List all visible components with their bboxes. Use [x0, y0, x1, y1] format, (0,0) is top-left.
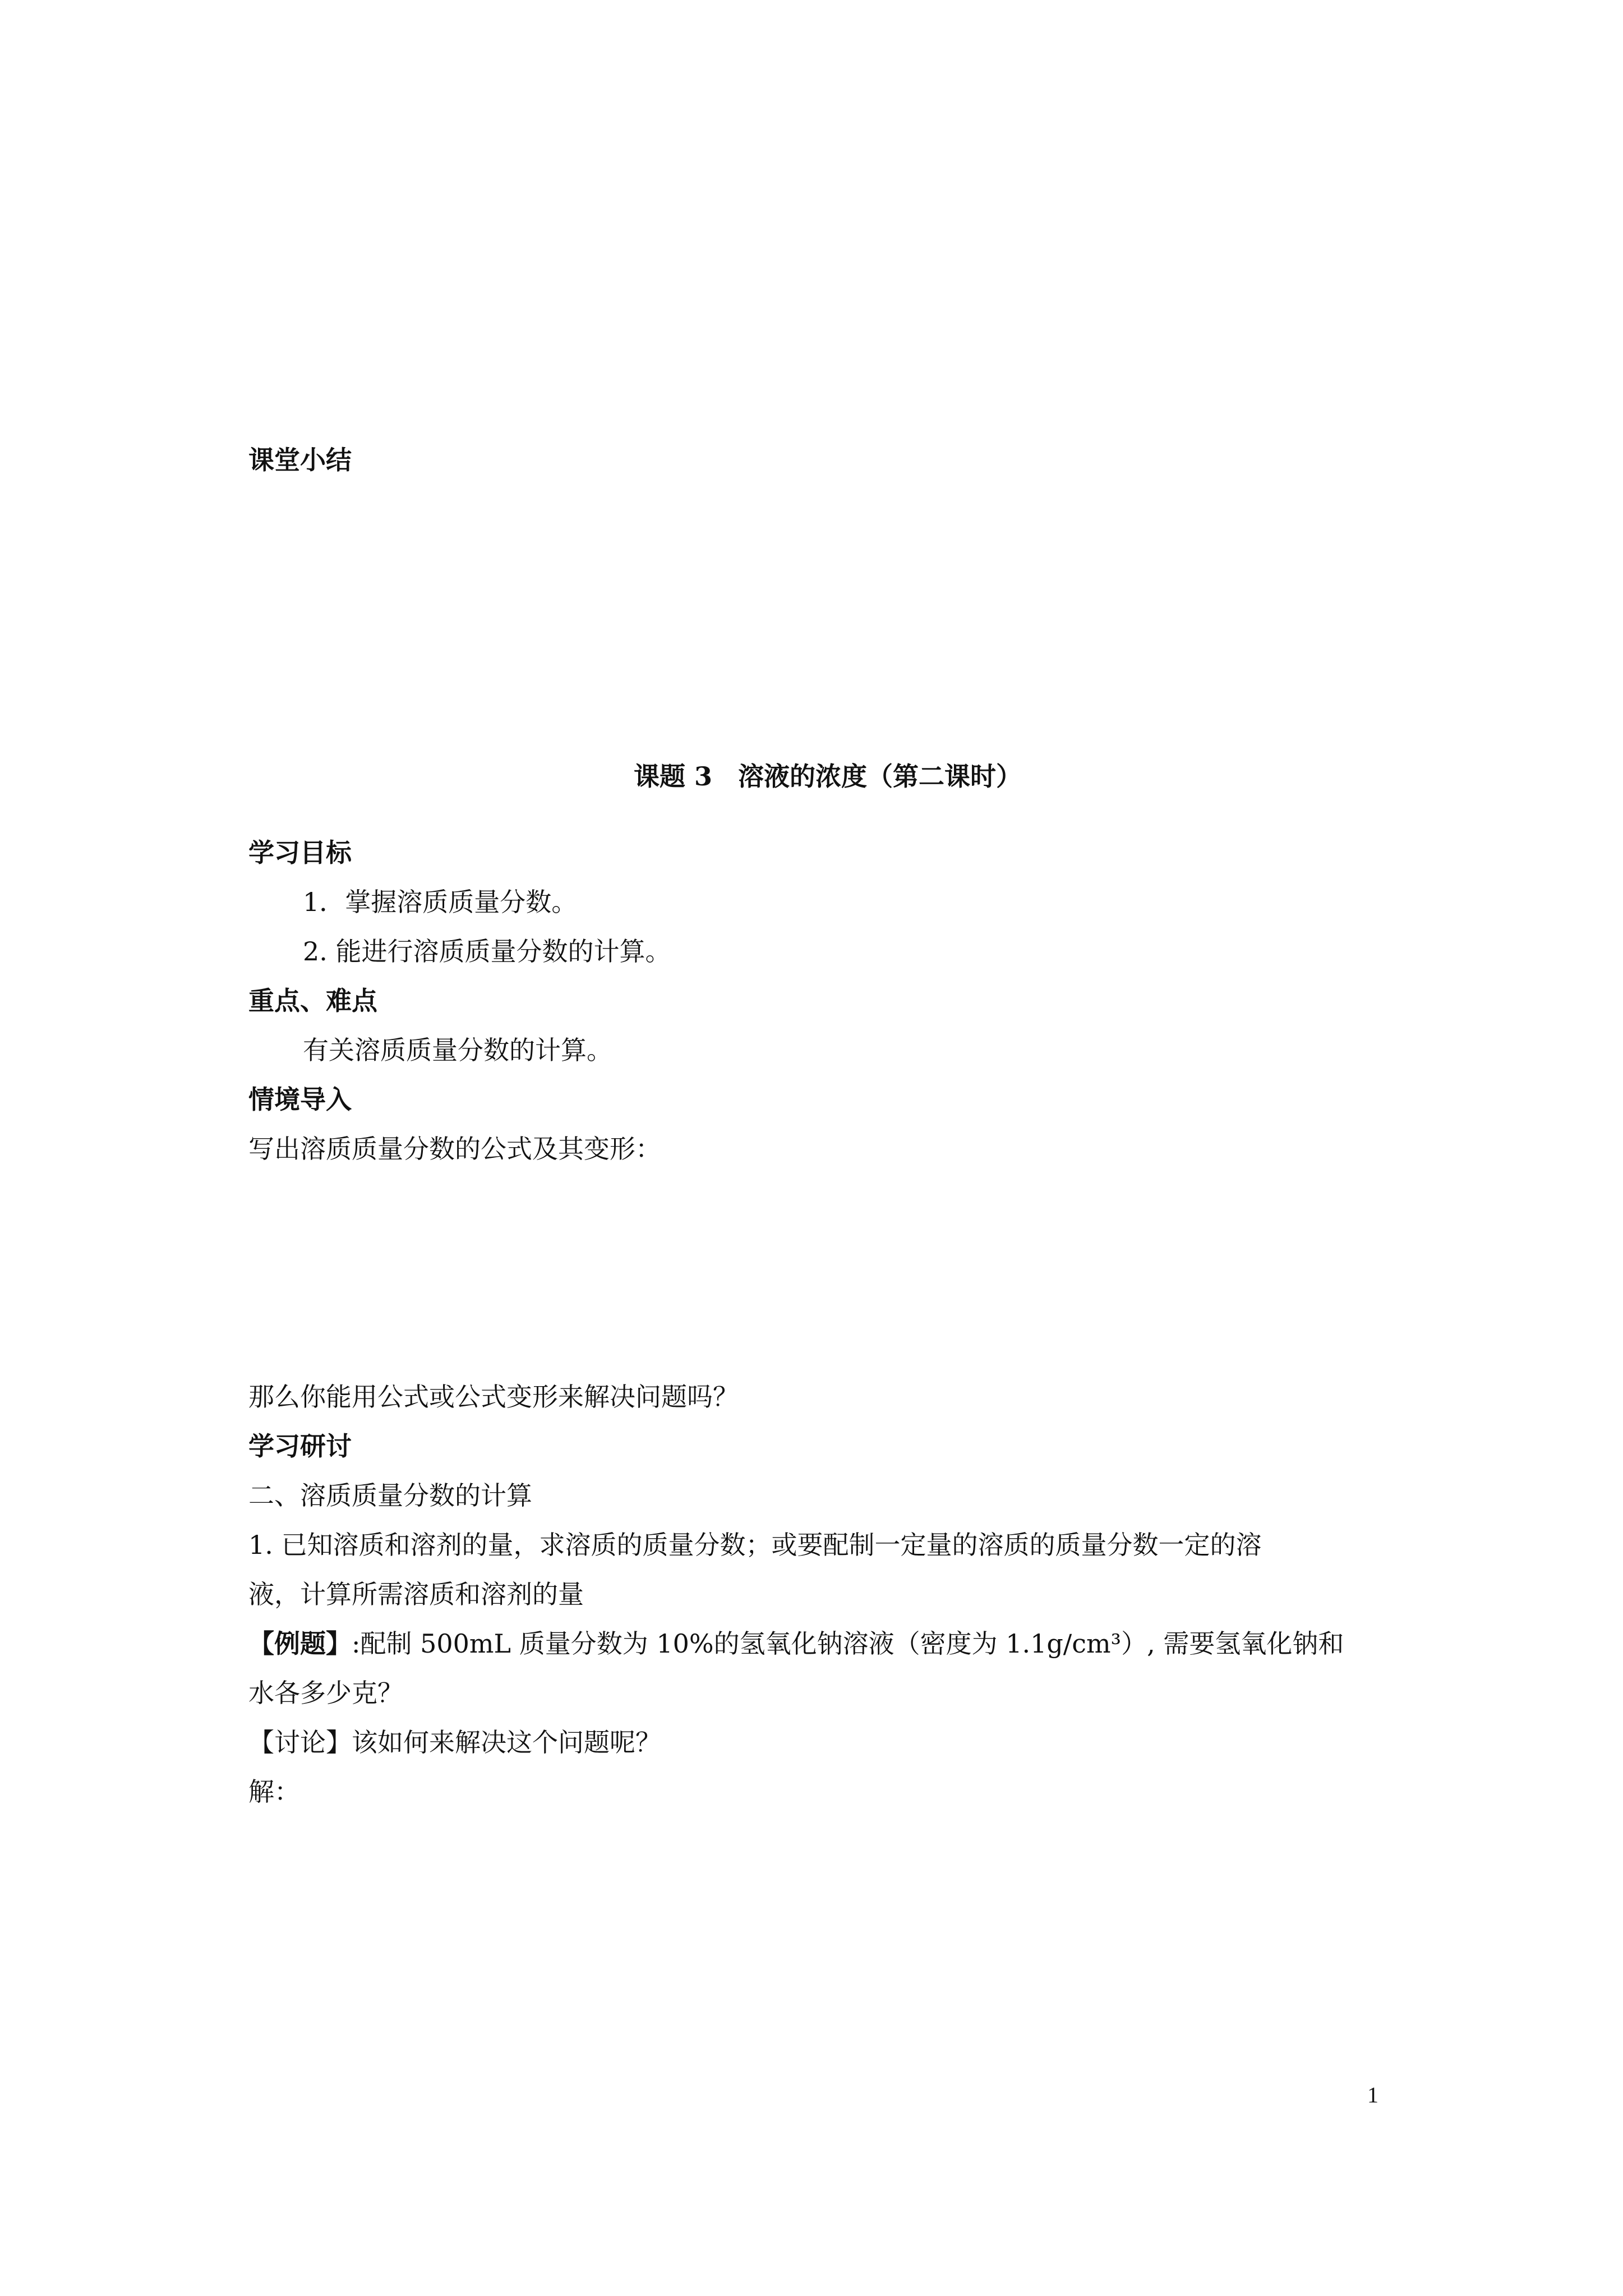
objective-item-1: 1．掌握溶质质量分数。: [303, 887, 578, 917]
solution-label: 解：: [248, 1777, 300, 1807]
objective-item-2: 2. 能进行溶质质量分数的计算。: [303, 936, 671, 967]
intro-heading: 情境导入: [248, 1084, 352, 1115]
point1-line1: 1. 已知溶质和溶剂的量，求溶质的质量分数；或要配制一定量的溶质的质量分数一定的溶: [248, 1530, 1262, 1560]
summary-heading: 课堂小结: [248, 445, 352, 475]
page-number: 1: [1367, 2082, 1378, 2108]
example-line2: 水各多少克？: [248, 1678, 403, 1708]
section-title: 二、溶质质量分数的计算: [248, 1480, 532, 1511]
example-line1: [248, 1627, 1344, 1660]
intro-question: 那么你能用公式或公式变形来解决问题吗？: [248, 1382, 739, 1412]
objectives-heading: 学习目标: [248, 838, 352, 868]
study-heading: 学习研讨: [248, 1431, 352, 1461]
key-points-heading: 重点、难点: [248, 986, 377, 1016]
discussion-text: 该如何来解决这个问题呢？: [352, 1727, 661, 1757]
example-tag: 【例题】: [248, 1628, 352, 1659]
discussion-line: [248, 1726, 661, 1759]
lesson-title: 课题 3 溶液的浓度（第二课时）: [634, 761, 1022, 792]
key-points-text: 有关溶质质量分数的计算。: [303, 1035, 612, 1065]
discussion-tag: 【讨论】: [248, 1727, 352, 1757]
point1-line2: 液，计算所需溶质和溶剂的量: [248, 1579, 584, 1609]
example-text: :配制 500mL 质量分数为 10%的氢氧化钠溶液（密度为 1.1g/cm³）, 需要氢氧化钠和: [352, 1628, 1344, 1659]
intro-prompt: 写出溶质质量分数的公式及其变形：: [248, 1134, 661, 1164]
